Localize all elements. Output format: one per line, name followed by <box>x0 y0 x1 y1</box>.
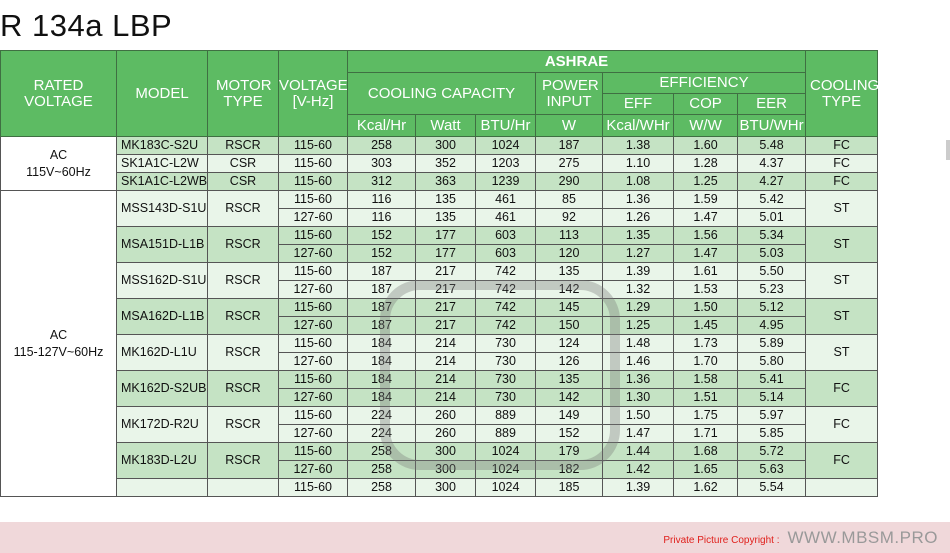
eer-cell: 5.85 <box>738 425 806 443</box>
model-cell: MSS162D-S1U <box>117 263 208 299</box>
voltage-cell: 127-60 <box>279 461 348 479</box>
motor-type-cell: RSCR <box>208 263 279 299</box>
eff-cell: 1.38 <box>603 137 674 155</box>
btu-hr-cell: 742 <box>476 281 536 299</box>
btu-hr-cell: 730 <box>476 389 536 407</box>
rated-voltage-cell <box>1 137 117 191</box>
table-row <box>1 407 878 425</box>
btu-hr-cell: 1024 <box>476 137 536 155</box>
model-cell: MK162D-S2UB <box>117 371 208 407</box>
kcal-hr-cell: 258 <box>348 479 416 497</box>
eff-cell: 1.30 <box>603 389 674 407</box>
eer-cell: 5.42 <box>738 191 806 209</box>
btu-hr-cell: 742 <box>476 317 536 335</box>
voltage-cell: 127-60 <box>279 353 348 371</box>
table-row <box>1 371 878 389</box>
power-w-cell: 92 <box>536 209 603 227</box>
watt-cell: 135 <box>416 209 476 227</box>
kcal-hr-cell: 152 <box>348 227 416 245</box>
kcal-hr-cell: 184 <box>348 389 416 407</box>
model-cell: MSA162D-L1B <box>117 299 208 335</box>
cooling-type-cell: FC <box>806 137 878 155</box>
voltage-cell: 115-60 <box>279 479 348 497</box>
eff-cell: 1.46 <box>603 353 674 371</box>
watt-cell: 177 <box>416 245 476 263</box>
cop-cell: 1.47 <box>674 209 738 227</box>
btu-hr-cell: 1024 <box>476 443 536 461</box>
cop-cell: 1.61 <box>674 263 738 281</box>
voltage-cell: 127-60 <box>279 281 348 299</box>
eff-cell: 1.39 <box>603 263 674 281</box>
watt-cell: 217 <box>416 317 476 335</box>
btu-hr-cell: 730 <box>476 353 536 371</box>
cooling-type-cell: FC <box>806 371 878 407</box>
motor-type-cell: CSR <box>208 155 279 173</box>
power-w-cell: 185 <box>536 479 603 497</box>
model-cell: SK1A1C-L2W <box>117 155 208 173</box>
power-w-cell: 142 <box>536 389 603 407</box>
cop-cell: 1.62 <box>674 479 738 497</box>
power-w-cell: 124 <box>536 335 603 353</box>
eff-cell: 1.36 <box>603 191 674 209</box>
watt-cell: 217 <box>416 299 476 317</box>
motor-type-cell <box>208 479 279 497</box>
eer-cell: 5.14 <box>738 389 806 407</box>
voltage-cell: 115-60 <box>279 443 348 461</box>
eff-cell: 1.25 <box>603 317 674 335</box>
header-rated-voltage: RATED VOLTAGE <box>1 51 117 137</box>
eer-cell: 4.27 <box>738 173 806 191</box>
voltage-cell: 127-60 <box>279 425 348 443</box>
cooling-type-cell: FC <box>806 173 878 191</box>
model-cell <box>117 479 208 497</box>
table-row <box>1 173 878 191</box>
header-unit: BTU/Hr <box>476 115 536 137</box>
kcal-hr-cell: 184 <box>348 371 416 389</box>
cop-cell: 1.50 <box>674 299 738 317</box>
table-row <box>1 191 878 209</box>
kcal-hr-cell: 224 <box>348 407 416 425</box>
kcal-hr-cell: 187 <box>348 281 416 299</box>
watt-cell: 352 <box>416 155 476 173</box>
voltage-cell: 115-60 <box>279 227 348 245</box>
cooling-type-cell: ST <box>806 263 878 299</box>
cop-cell: 1.25 <box>674 173 738 191</box>
watt-cell: 217 <box>416 281 476 299</box>
voltage-cell: 115-60 <box>279 137 348 155</box>
kcal-hr-cell: 258 <box>348 443 416 461</box>
model-cell: SK1A1C-L2WB <box>117 173 208 191</box>
kcal-hr-cell: 312 <box>348 173 416 191</box>
cooling-type-cell: ST <box>806 335 878 371</box>
header-eer: EER <box>738 94 806 115</box>
header-cooling-capacity: COOLING CAPACITY <box>348 73 536 115</box>
power-w-cell: 179 <box>536 443 603 461</box>
header-efficiency: EFFICIENCY <box>603 73 806 94</box>
voltage-cell: 115-60 <box>279 263 348 281</box>
watt-cell: 177 <box>416 227 476 245</box>
voltage-cell: 115-60 <box>279 173 348 191</box>
cooling-type-cell: ST <box>806 227 878 263</box>
rated-voltage-text: AC <box>49 327 68 342</box>
power-w-cell: 275 <box>536 155 603 173</box>
kcal-hr-cell: 116 <box>348 209 416 227</box>
power-w-cell: 187 <box>536 137 603 155</box>
spec-table <box>0 50 878 497</box>
motor-type-cell: RSCR <box>208 407 279 443</box>
kcal-hr-cell: 187 <box>348 299 416 317</box>
eer-cell: 5.89 <box>738 335 806 353</box>
power-w-cell: 182 <box>536 461 603 479</box>
voltage-cell: 115-60 <box>279 191 348 209</box>
btu-hr-cell: 461 <box>476 191 536 209</box>
kcal-hr-cell: 258 <box>348 461 416 479</box>
watt-cell: 300 <box>416 443 476 461</box>
btu-hr-cell: 730 <box>476 335 536 353</box>
rated-voltage-text: AC <box>49 147 68 162</box>
header-motor-type: MOTOR TYPE <box>208 51 279 137</box>
cop-cell: 1.65 <box>674 461 738 479</box>
model-cell: MK172D-R2U <box>117 407 208 443</box>
power-w-cell: 145 <box>536 299 603 317</box>
table-row <box>1 335 878 353</box>
watt-cell: 214 <box>416 353 476 371</box>
cop-cell: 1.56 <box>674 227 738 245</box>
scrollbar-thumb[interactable] <box>946 140 950 160</box>
watt-cell: 300 <box>416 137 476 155</box>
kcal-hr-cell: 224 <box>348 425 416 443</box>
voltage-cell: 115-60 <box>279 407 348 425</box>
btu-hr-cell: 730 <box>476 371 536 389</box>
btu-hr-cell: 742 <box>476 263 536 281</box>
kcal-hr-cell: 152 <box>348 245 416 263</box>
cop-cell: 1.75 <box>674 407 738 425</box>
header-unit: BTU/WHr <box>738 115 806 137</box>
header-model: MODEL <box>117 51 208 137</box>
rated-voltage-text: 115-127V~60Hz <box>13 344 104 359</box>
cop-cell: 1.59 <box>674 191 738 209</box>
eff-cell: 1.32 <box>603 281 674 299</box>
btu-hr-cell: 742 <box>476 299 536 317</box>
kcal-hr-cell: 303 <box>348 155 416 173</box>
header-cop: COP <box>674 94 738 115</box>
btu-hr-cell: 461 <box>476 209 536 227</box>
power-w-cell: 149 <box>536 407 603 425</box>
power-w-cell: 85 <box>536 191 603 209</box>
eff-cell: 1.36 <box>603 371 674 389</box>
model-cell: MK183C-S2U <box>117 137 208 155</box>
header-unit: W <box>536 115 603 137</box>
table-row <box>1 155 878 173</box>
eer-cell: 5.97 <box>738 407 806 425</box>
table-row <box>1 443 878 461</box>
cop-cell: 1.51 <box>674 389 738 407</box>
motor-type-cell: CSR <box>208 173 279 191</box>
page-title: R 134a LBP <box>0 8 173 43</box>
kcal-hr-cell: 184 <box>348 335 416 353</box>
eff-cell: 1.39 <box>603 479 674 497</box>
voltage-cell: 115-60 <box>279 371 348 389</box>
power-w-cell: 290 <box>536 173 603 191</box>
table-row <box>1 263 878 281</box>
header-unit: W/W <box>674 115 738 137</box>
copyright-notice <box>663 528 938 548</box>
power-w-cell: 152 <box>536 425 603 443</box>
header-unit: Kcal/WHr <box>603 115 674 137</box>
motor-type-cell: RSCR <box>208 137 279 155</box>
site-name: WWW.MBSM.PRO <box>787 528 938 547</box>
motor-type-cell: RSCR <box>208 227 279 263</box>
power-w-cell: 142 <box>536 281 603 299</box>
motor-type-cell: RSCR <box>208 443 279 479</box>
table-row <box>1 227 878 245</box>
motor-type-cell: RSCR <box>208 299 279 335</box>
cooling-type-cell <box>806 479 878 497</box>
cop-cell: 1.53 <box>674 281 738 299</box>
header-power-input: POWER INPUT <box>536 73 603 115</box>
eer-cell: 5.63 <box>738 461 806 479</box>
voltage-cell: 115-60 <box>279 335 348 353</box>
watt-cell: 217 <box>416 263 476 281</box>
footer-bar <box>0 522 950 553</box>
btu-hr-cell: 889 <box>476 425 536 443</box>
btu-hr-cell: 603 <box>476 245 536 263</box>
header-unit: Kcal/Hr <box>348 115 416 137</box>
kcal-hr-cell: 184 <box>348 353 416 371</box>
btu-hr-cell: 1024 <box>476 461 536 479</box>
cop-cell: 1.71 <box>674 425 738 443</box>
power-w-cell: 135 <box>536 263 603 281</box>
eer-cell: 5.54 <box>738 479 806 497</box>
eff-cell: 1.35 <box>603 227 674 245</box>
eff-cell: 1.29 <box>603 299 674 317</box>
eer-cell: 5.12 <box>738 299 806 317</box>
cop-cell: 1.60 <box>674 137 738 155</box>
power-w-cell: 126 <box>536 353 603 371</box>
eff-cell: 1.44 <box>603 443 674 461</box>
motor-type-cell: RSCR <box>208 371 279 407</box>
kcal-hr-cell: 258 <box>348 137 416 155</box>
watt-cell: 363 <box>416 173 476 191</box>
header-eff: EFF <box>603 94 674 115</box>
header-unit: Watt <box>416 115 476 137</box>
eff-cell: 1.42 <box>603 461 674 479</box>
cooling-type-cell: FC <box>806 407 878 443</box>
cop-cell: 1.58 <box>674 371 738 389</box>
header-cooling-type: COOLING TYPE <box>806 51 878 137</box>
voltage-cell: 115-60 <box>279 155 348 173</box>
eer-cell: 5.01 <box>738 209 806 227</box>
header-ashrae: ASHRAE <box>348 51 806 73</box>
table-row <box>1 479 878 497</box>
cop-cell: 1.73 <box>674 335 738 353</box>
eer-cell: 5.34 <box>738 227 806 245</box>
watt-cell: 214 <box>416 389 476 407</box>
eff-cell: 1.27 <box>603 245 674 263</box>
header-voltage: VOLTAGE [V-Hz] <box>279 51 348 137</box>
eer-cell: 5.23 <box>738 281 806 299</box>
model-cell: MSA151D-L1B <box>117 227 208 263</box>
eff-cell: 1.26 <box>603 209 674 227</box>
watt-cell: 300 <box>416 461 476 479</box>
cooling-type-cell: FC <box>806 155 878 173</box>
voltage-cell: 127-60 <box>279 389 348 407</box>
rated-voltage-text: 115V~60Hz <box>26 164 91 179</box>
voltage-cell: 115-60 <box>279 299 348 317</box>
cop-cell: 1.45 <box>674 317 738 335</box>
watt-cell: 260 <box>416 425 476 443</box>
btu-hr-cell: 1203 <box>476 155 536 173</box>
cooling-type-cell: ST <box>806 191 878 227</box>
btu-hr-cell: 1024 <box>476 479 536 497</box>
watt-cell: 300 <box>416 479 476 497</box>
cop-cell: 1.70 <box>674 353 738 371</box>
power-w-cell: 135 <box>536 371 603 389</box>
btu-hr-cell: 603 <box>476 227 536 245</box>
motor-type-cell: RSCR <box>208 335 279 371</box>
cop-cell: 1.68 <box>674 443 738 461</box>
eer-cell: 5.03 <box>738 245 806 263</box>
power-w-cell: 150 <box>536 317 603 335</box>
btu-hr-cell: 889 <box>476 407 536 425</box>
rated-voltage-cell <box>1 191 117 497</box>
voltage-cell: 127-60 <box>279 317 348 335</box>
kcal-hr-cell: 187 <box>348 317 416 335</box>
voltage-cell: 127-60 <box>279 209 348 227</box>
cooling-type-cell: ST <box>806 299 878 335</box>
eff-cell: 1.10 <box>603 155 674 173</box>
eer-cell: 4.95 <box>738 317 806 335</box>
btu-hr-cell: 1239 <box>476 173 536 191</box>
motor-type-cell: RSCR <box>208 191 279 227</box>
voltage-cell: 127-60 <box>279 245 348 263</box>
power-w-cell: 113 <box>536 227 603 245</box>
cop-cell: 1.47 <box>674 245 738 263</box>
table-row <box>1 299 878 317</box>
model-cell: MK162D-L1U <box>117 335 208 371</box>
eer-cell: 5.50 <box>738 263 806 281</box>
kcal-hr-cell: 116 <box>348 191 416 209</box>
eff-cell: 1.47 <box>603 425 674 443</box>
eff-cell: 1.08 <box>603 173 674 191</box>
eer-cell: 5.80 <box>738 353 806 371</box>
watt-cell: 260 <box>416 407 476 425</box>
eer-cell: 4.37 <box>738 155 806 173</box>
model-cell: MK183D-L2U <box>117 443 208 479</box>
eff-cell: 1.48 <box>603 335 674 353</box>
cooling-type-cell: FC <box>806 443 878 479</box>
eff-cell: 1.50 <box>603 407 674 425</box>
cop-cell: 1.28 <box>674 155 738 173</box>
kcal-hr-cell: 187 <box>348 263 416 281</box>
copyright-label: Private Picture Copyright : <box>663 535 780 546</box>
eer-cell: 5.41 <box>738 371 806 389</box>
eer-cell: 5.72 <box>738 443 806 461</box>
model-cell: MSS143D-S1U <box>117 191 208 227</box>
watt-cell: 135 <box>416 191 476 209</box>
power-w-cell: 120 <box>536 245 603 263</box>
watt-cell: 214 <box>416 371 476 389</box>
eer-cell: 5.48 <box>738 137 806 155</box>
table-row <box>1 137 878 155</box>
watt-cell: 214 <box>416 335 476 353</box>
